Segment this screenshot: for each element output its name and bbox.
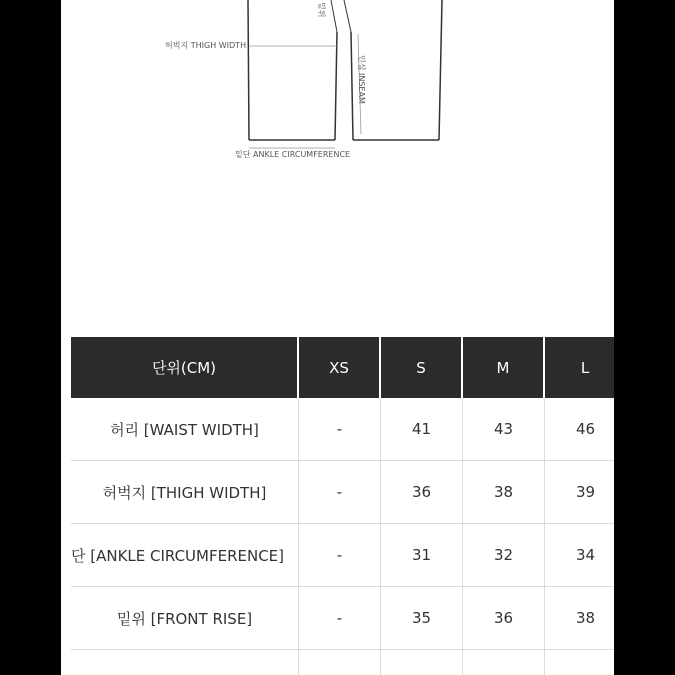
- cell-s: 41: [411, 420, 432, 438]
- row-label: 허벅지 [THIGH WIDTH]: [102, 483, 267, 502]
- header-s: S: [381, 337, 461, 398]
- cell-l: 46: [575, 420, 596, 438]
- header-l: L: [545, 337, 614, 398]
- header-unit: 단위(CM): [71, 337, 297, 398]
- thigh-width-label: 허벅지 THIGH WIDTH: [165, 41, 247, 50]
- pants-measurement-diagram: [61, 0, 614, 180]
- header-m: M: [463, 337, 543, 398]
- cell-s: 36: [411, 483, 432, 501]
- header-xs: XS: [299, 337, 379, 398]
- row-label: 허리 [WAIST WIDTH]: [110, 420, 259, 439]
- table-row: [71, 524, 614, 587]
- row-label: 밑위 [FRONT RISE]: [116, 609, 253, 628]
- cell-xs: -: [336, 483, 343, 501]
- table-header-row: [71, 337, 614, 398]
- row-label: 단 [ANKLE CIRCUMFERENCE]: [70, 546, 285, 565]
- front-rise-partial-label: 밑위: [317, 2, 326, 18]
- cell-l: 38: [575, 609, 596, 627]
- cell-s: 31: [411, 546, 432, 564]
- cell-xs: -: [336, 420, 343, 438]
- size-guide-page: [61, 0, 614, 675]
- cell-m: 32: [493, 546, 514, 564]
- cell-m: 43: [493, 420, 514, 438]
- cell-s: 35: [411, 609, 432, 627]
- cell-xs: -: [336, 609, 343, 627]
- cell-m: 38: [493, 483, 514, 501]
- table-row: [71, 398, 614, 461]
- table-row: [71, 461, 614, 524]
- cell-xs: -: [336, 546, 343, 564]
- ankle-circumference-label: 밑단 ANKLE CIRCUMFERENCE: [235, 150, 351, 159]
- cell-l: 34: [575, 546, 596, 564]
- cell-m: 36: [493, 609, 514, 627]
- table-row: [71, 587, 614, 650]
- inseam-label: 인심 INSEAM: [357, 55, 366, 104]
- cell-l: 39: [575, 483, 596, 501]
